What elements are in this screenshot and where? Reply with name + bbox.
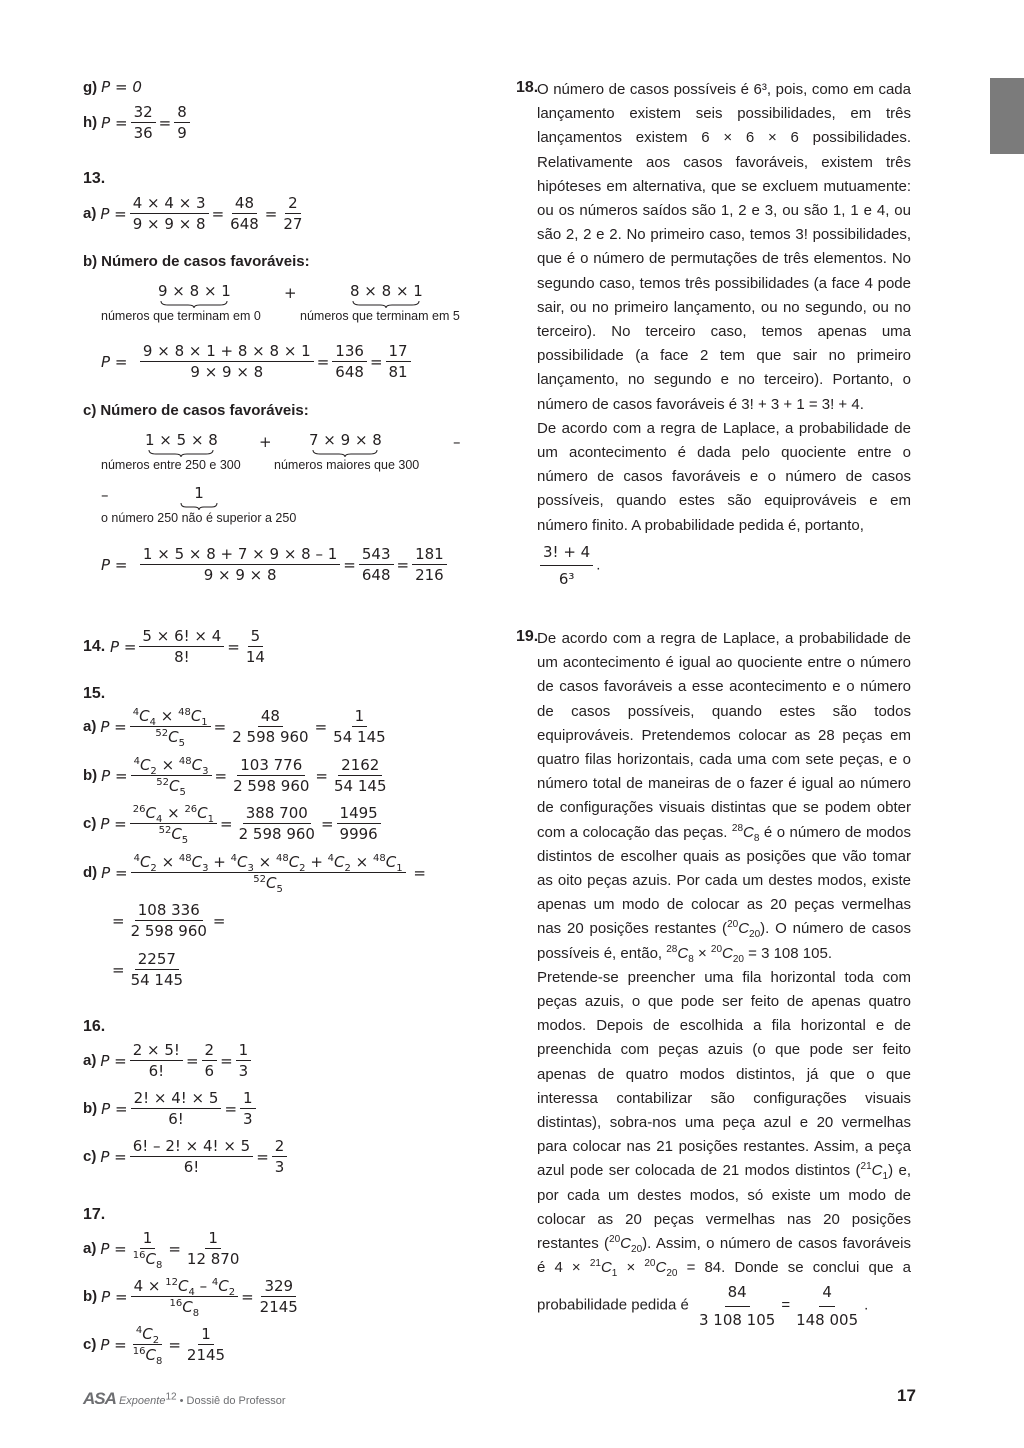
answer-13c-heading <box>83 402 309 419</box>
fraction: $\frac{1}{^{16}C_8}$ <box>132 1229 163 1271</box>
exercise-17-title: 17. <box>83 1206 106 1223</box>
fraction: $\frac{^4C_2 \times ^{48}C_3}{^{52}C_5}$ <box>131 756 212 795</box>
fraction: $\frac{48}{2 598 960}$ <box>232 707 309 746</box>
fraction: $\frac{4 \times ^{12}C_4 - ^4C_2}{^{16}C_8}$ <box>131 1277 239 1316</box>
item-label: a) <box>83 718 97 735</box>
answer-16c: c) P = $\frac{6! - 2! \times 4! \times 5}{6!}$ = $\frac{2}{3}$ <box>83 1137 290 1176</box>
item-label: g) <box>83 78 98 96</box>
item-label: h) <box>83 114 98 131</box>
item-label: c) <box>83 402 97 419</box>
book-subtitle: Dossiê do Professor <box>186 1395 286 1407</box>
fraction: $\frac{103 776}{2 598 960}$ <box>233 756 310 795</box>
fraction: $\frac{108 336}{2 598 960}$ <box>130 901 207 940</box>
heading: Número de casos favoráveis: <box>101 253 310 270</box>
fraction: $\frac{181}{216}$ <box>412 545 447 584</box>
fraction: $\frac{17}{81}$ <box>386 342 411 381</box>
heading: Número de casos favoráveis: <box>100 402 309 419</box>
underbrace-label: números que terminam em 0 <box>101 309 261 323</box>
answer-17c: c) P = $\frac{^4C_2}{^{16}C_8}$ = $\frac{1}{2145}$ <box>83 1325 231 1364</box>
fraction: $\frac{1}{2145}$ <box>186 1325 226 1364</box>
probability-result: $\frac{3! + 4}{\text{6³}}$ . <box>537 540 911 591</box>
fraction: $\frac{5 \times 6! \times 4}{8!}$ <box>139 627 224 666</box>
plus-operator: + <box>284 284 297 302</box>
footer-brand <box>83 1389 286 1409</box>
exercise-13-title: 13. <box>83 170 106 187</box>
fraction: $\frac{4 \times 4 \times 3}{9 \times 9 \times 8}$ <box>130 194 209 233</box>
item-label: b) <box>83 1288 98 1305</box>
item-label: a) <box>83 1052 97 1069</box>
fraction: $\frac{136}{648}$ <box>332 342 367 381</box>
item-label: c) <box>83 815 97 832</box>
fraction: $\frac{3! + 4}{\text{6³}}$ <box>540 540 593 591</box>
answer-12g <box>83 78 142 96</box>
item-label: a) <box>83 205 97 222</box>
answer-13b-heading <box>83 253 310 270</box>
exercise-19-title: 19. <box>516 628 539 645</box>
fraction: $\frac{1}{3}$ <box>240 1089 256 1128</box>
expression: P = 0 <box>101 78 142 96</box>
fraction: $\frac{2}{3}$ <box>272 1137 288 1176</box>
book-title-sup: 12 <box>165 1391 177 1403</box>
answer-16b: b) P = $\frac{2! \times 4! \times 5}{6!}$ = $\frac{1}{3}$ <box>83 1089 259 1128</box>
fraction: $\frac{2! \times 4! \times 5}{6!}$ <box>131 1089 222 1128</box>
answer-13c-result: P = $\frac{1 \times 5 \times 8 + 7 \times 9 \times 8 - 1}{9 \times 9 \times 8}$ = $\frac{543}{648}$ = $\frac{181}{216}$ <box>101 545 450 584</box>
fraction: $\frac{8}{9}$ <box>174 103 190 142</box>
fraction: $\frac{2257}{54 145}$ <box>130 950 184 989</box>
fraction: $\frac{^{26}C_4 \times ^{26}C_1}{^{52}C_5}$ <box>130 804 217 843</box>
underbrace-label: o número 250 não é superior a 250 <box>101 511 297 525</box>
underbrace-label: números entre 250 e 300 <box>101 458 241 472</box>
item-label: a) <box>83 1240 97 1257</box>
item-label: c) <box>83 1336 97 1353</box>
term-13c-2: 7 × 9 × 8 <box>309 431 382 457</box>
publisher-logo: ASA <box>83 1389 116 1408</box>
exercise-18-title: 18. <box>516 79 539 96</box>
fraction: $\frac{329}{2145}$ <box>259 1277 298 1316</box>
item-label: b) <box>83 767 98 784</box>
fraction: $\frac{1 \times 5 \times 8 + 7 \times 9 \times 8 - 1}{9 \times 9 \times 8}$ <box>140 545 340 584</box>
fraction: $\frac{6! - 2! \times 4! \times 5}{6!}$ <box>130 1137 253 1176</box>
fraction: $\frac{2}{6}$ <box>202 1041 218 1080</box>
fraction: $\frac{388 700}{2 598 960}$ <box>238 804 315 843</box>
fraction: $\frac{84}{3 108 105}$ <box>696 1280 778 1331</box>
underbrace-label: números maiores que 300 <box>274 458 420 472</box>
item-label: b) <box>83 253 98 270</box>
separator: • <box>176 1395 187 1407</box>
exercise-16-title: 16. <box>83 1018 106 1035</box>
paragraph: De acordo com a regra de Laplace, a probabilidade de um acontecimento é igual ao quociente entre o número de casos favoráveis a esse acontecimento e o número de casos possíveis, quando estes são todos equiprováveis. Pretendemos colocar as 28 peças em quatro filas horizontais, cada uma com sete peças, e o número total de maneiras de o fazer é igual ao número de configurações visuais distintas que se podem obter com a colocação das peças. $^{28}C_8$ é o número de modos distintos de escolher quais as posições que vão tomar as oito peças azuis. Por cada um destes modos, existe apenas um modo de colocar as 20 peças vermelhas nas 20 posições restantes $(^{20}C_{20})$. O número de casos possíveis é, então, $^{28}C_8 \times ^{20}C_{20} = 3$ 108 105. <box>537 630 912 965</box>
minus-operator: – <box>453 433 461 451</box>
exercise-19-text <box>537 627 911 1332</box>
fraction: $\frac{2 \times 5!}{6!}$ <box>130 1041 183 1080</box>
term-13b-2: 8 × 8 × 1 <box>350 282 423 308</box>
answer-14: 14. P = $\frac{5 \times 6! \times 4}{8!}$ = $\frac{5}{14}$ <box>83 627 271 666</box>
fraction: $\frac{543}{648}$ <box>359 545 394 584</box>
fraction: $\frac{4}{148 005}$ <box>793 1280 861 1331</box>
fraction: $\frac{^4C_4 \times ^{48}C_1}{^{52}C_5}$ <box>130 707 211 746</box>
answer-16a: a) P = $\frac{2 \times 5!}{6!}$ = $\frac{2}{6}$ = $\frac{1}{3}$ <box>83 1041 254 1080</box>
fraction: $\frac{5}{14}$ <box>245 627 265 666</box>
page-number: 17 <box>897 1386 916 1405</box>
answer-15d: d) P = $\frac{^4C_2 \times ^{48}C_3 + ^4C_3 \times ^{48}C_2 + ^4C_2 \times ^{48}C_1}{^{52}C_5}$ = <box>83 853 426 895</box>
answer-15a: a) P = $\frac{^4C_4 \times ^{48}C_1}{^{52}C_5}$ = $\frac{48}{2 598 960}$ = $\frac{1}{54 145}$ <box>83 707 392 746</box>
fraction: $\frac{1}{12 870}$ <box>186 1229 240 1268</box>
book-title: Expoente <box>118 1395 166 1407</box>
term-13c-1: 1 × 5 × 8 <box>145 431 218 457</box>
item-label: c) <box>83 1148 97 1165</box>
term-13b-1: 9 × 8 × 1 <box>158 282 231 308</box>
fraction: $\frac{9 \times 8 \times 1 + 8 \times 8 \times 1}{9 \times 9 \times 8}$ <box>140 342 314 381</box>
exercise-15-title: 15. <box>83 685 106 702</box>
answer-15d-step2: = $\frac{108 336}{2 598 960}$ = <box>112 901 226 940</box>
item-label: d) <box>83 864 98 881</box>
answer-13b-result: P = $\frac{9 \times 8 \times 1 + 8 \times 8 \times 1}{9 \times 9 \times 8}$ = $\frac{136}{648}$ = $\frac{17}{81}$ <box>101 342 414 381</box>
fraction: $\frac{1495}{9996}$ <box>337 804 381 843</box>
answer-17a: a) P = $\frac{1}{^{16}C_8}$ = $\frac{1}{12 870}$ <box>83 1229 245 1268</box>
paragraph: De acordo com a regra de Laplace, a probabilidade de um acontecimento é dada pelo quociente entre o número de casos favoráveis e o número de casos possíveis, quando estes são equiprováveis e em número finito. A probabilidade pedida é, portanto, <box>537 419 911 534</box>
fraction: $\frac{2}{27}$ <box>283 194 303 233</box>
answer-15c: c) P = $\frac{^{26}C_4 \times ^{26}C_1}{^{52}C_5}$ = $\frac{388 700}{2 598 960}$ = $\frac{1495}{9996}$ <box>83 804 384 843</box>
fraction: $\frac{48}{648}$ <box>230 194 259 233</box>
fraction: $\frac{32}{36}$ <box>131 103 156 142</box>
term-13c-3: 1 <box>180 484 218 510</box>
paragraph: O número de casos possíveis é 6³, pois, como em cada lançamento existem seis possibilidades, em três lançamentos existem 6 × 6 × 6 possibilidades. Relativamente aos casos favoráveis, existem três hipóteses em alternativa, que se excluem mutuamente: ou os números saídos são 1, 2 e 3, ou são 1, 1 e 4, ou são 2, 2 e 2. No primeiro caso, temos 3! possibilidades, que é o número de permutações de três elementos. No segundo caso, temos três possibilidades (a face 4 pode sair, ou no primeiro lançamento, ou no segundo, ou no terceiro). No terceiro caso, temos apenas uma possibilidade (a face 2 tem que sair no primeiro lançamento, no segundo e no terceiro). Portanto, o número de casos favoráveis é 3! + 3 + 1 = 3! + 4. <box>537 81 911 413</box>
section-tab-marker <box>990 78 1024 154</box>
item-label: b) <box>83 1100 98 1117</box>
minus-operator: – <box>101 486 109 504</box>
fraction: $\frac{1}{3}$ <box>236 1041 252 1080</box>
fraction: $\frac{^4C_2}{^{16}C_8}$ <box>132 1325 163 1367</box>
underbrace-label: números que terminam em 5 <box>300 309 460 323</box>
fraction: $\frac{^4C_2 \times ^{48}C_3 + ^4C_3 \times ^{48}C_2 + ^4C_2 \times ^{48}C_1}{^{52}C_5}$ <box>131 853 406 892</box>
paragraph: Pretende-se preencher uma fila horizontal toda com peças azuis, o que pode ser feito de apenas quatro modos. Depois de escolhida a fila horizontal e de preenchida com peças azuis (o que pode ser feito apenas de quatro modos distintos, já que o que interessa contabilizar são configurações visuais distintas), sobra-nos uma peça azul e 20 vermelhas para colocar nas 21 posições restantes. Assim, a peça azul pode ser colocada de 21 modos distintos $(^{21}C_1)$ e, por cada um destes modos, só existe um modo de colocar as 20 peças vermelhas nas 20 posições restantes $(^{20}C_{20})$. Assim, o número de casos favoráveis é $4 \times ^{21}C_1 \times ^{20}C_{20} = 84$. Donde se conclui que a probabilidade pedida é $\frac{84}{3 108 105}$ = $\frac{4}{148 005}$ . <box>537 966 911 1332</box>
answer-17b: b) P = $\frac{4 \times ^{12}C_4 - ^4C_2}{^{16}C_8}$ = $\frac{329}{2145}$ <box>83 1277 304 1316</box>
exercise-18-text <box>537 78 911 591</box>
answer-13a: a) P = $\frac{4 \times 4 \times 3}{9 \times 9 \times 8}$ = $\frac{48}{648}$ = $\frac{2}{27}$ <box>83 194 308 233</box>
fraction: $\frac{1}{54 145}$ <box>333 707 386 746</box>
fraction: $\frac{2162}{54 145}$ <box>334 756 387 795</box>
answer-12h: h) P = $\frac{32}{36}$ = $\frac{8}{9}$ <box>83 103 193 142</box>
answer-15d-step3: = $\frac{2257}{54 145}$ <box>112 950 189 989</box>
exercise-14-title: 14. <box>83 637 106 655</box>
answer-15b: b) P = $\frac{^4C_2 \times ^{48}C_3}{^{52}C_5}$ = $\frac{103 776}{2 598 960}$ = $\frac{2162}{54 145}$ <box>83 756 393 795</box>
plus-operator: + <box>259 433 272 451</box>
